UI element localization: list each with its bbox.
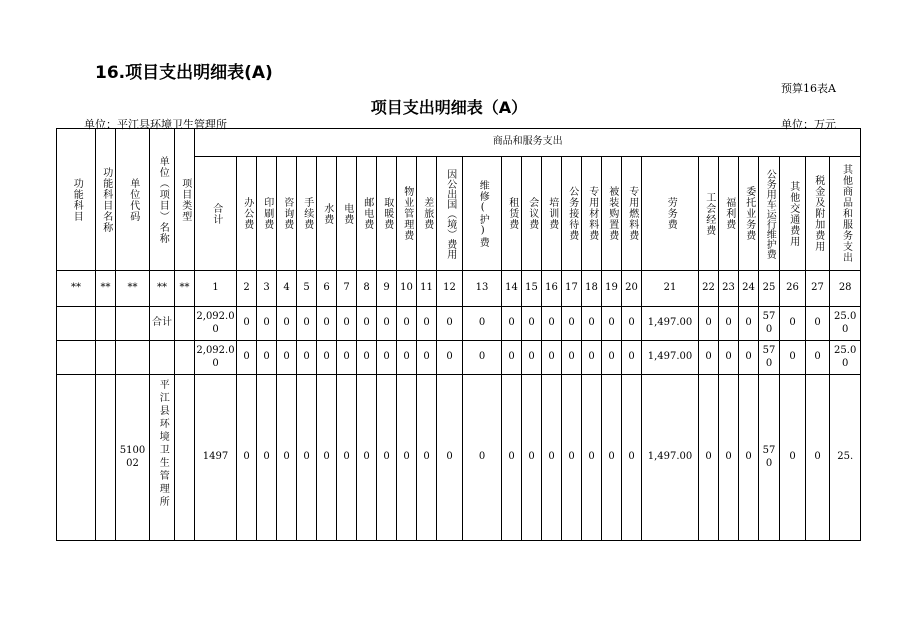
table-cell: 0 (237, 375, 257, 541)
index-cell: 2 (237, 271, 257, 307)
unit-name-cell (150, 341, 175, 375)
index-cell: 18 (582, 271, 602, 307)
table-cell: 25. (830, 375, 861, 541)
index-cell: ** (116, 271, 150, 307)
table-cell: 0 (463, 375, 502, 541)
header-other: 其他商品和服务支出 (830, 157, 861, 271)
table-cell: 0 (437, 341, 463, 375)
table-cell: 0 (463, 307, 502, 341)
table-cell: 0 (699, 307, 719, 341)
table-cell: 0 (237, 307, 257, 341)
table-cell (57, 307, 96, 341)
table-cell: 0 (562, 341, 582, 375)
table-cell: 0 (297, 375, 317, 541)
table-cell: 0 (237, 341, 257, 375)
table-cell: 2,092.00 (195, 307, 237, 341)
expenditure-table (56, 128, 861, 541)
header-welfare: 福利费 (719, 157, 739, 271)
index-cell: 16 (542, 271, 562, 307)
table-cell: 0 (437, 375, 463, 541)
table-cell: 0 (357, 307, 377, 341)
index-cell: 3 (257, 271, 277, 307)
header-goods-services: 商品和服务支出 (195, 129, 861, 157)
unit-name-cell: 合计 (150, 307, 175, 341)
table-cell: 1497 (195, 375, 237, 541)
table-cell (96, 375, 116, 541)
table-cell: 0 (542, 341, 562, 375)
table-cell: 0 (806, 307, 830, 341)
table-cell: 0 (337, 375, 357, 541)
header-materials: 专用材料费 (582, 157, 602, 271)
index-cell: 5 (297, 271, 317, 307)
header-office: 办公费 (237, 157, 257, 271)
table-cell: 0 (257, 375, 277, 541)
table-cell: 0 (739, 341, 759, 375)
table-cell: 0 (699, 375, 719, 541)
header-repair: 维修(护)费 (463, 157, 502, 271)
table-cell: 0 (522, 307, 542, 341)
table-cell: 0 (739, 375, 759, 541)
table-cell: 0 (542, 375, 562, 541)
index-cell: 7 (337, 271, 357, 307)
header-travel: 差旅费 (417, 157, 437, 271)
table-cell: 0 (522, 341, 542, 375)
table-cell: 0 (719, 375, 739, 541)
table-cell: 0 (719, 341, 739, 375)
index-cell: 11 (417, 271, 437, 307)
table-cell: 1,497.00 (642, 307, 699, 341)
table-row (57, 307, 861, 341)
header-handling: 手续费 (297, 157, 317, 271)
table-cell: 0 (377, 307, 397, 341)
header-labor: 劳务费 (642, 157, 699, 271)
table-cell: 0 (397, 341, 417, 375)
table-cell: 0 (317, 375, 337, 541)
header-postal: 邮电费 (357, 157, 377, 271)
table-cell: 0 (562, 307, 582, 341)
header-transport: 其他交通费用 (780, 157, 806, 271)
table-cell: 0 (602, 375, 622, 541)
table-cell (175, 341, 195, 375)
table-cell: 0 (377, 375, 397, 541)
index-cell: ** (96, 271, 116, 307)
table-cell: 0 (622, 341, 642, 375)
table-cell: 0 (582, 341, 602, 375)
unit-name-text: 平江县环境卫生管理所 (157, 379, 169, 509)
table-cell: 0 (582, 375, 602, 541)
header-heating: 取暖费 (377, 157, 397, 271)
table-cell: 25.00 (830, 307, 861, 341)
header-reception: 公务接待费 (562, 157, 582, 271)
section-heading: 16.项目支出明细表(A) (95, 63, 273, 83)
index-cell: 10 (397, 271, 417, 307)
header-electricity: 电费 (337, 157, 357, 271)
table-cell (57, 341, 96, 375)
table-cell: 0 (780, 375, 806, 541)
table-cell: 0 (582, 307, 602, 341)
index-cell: 14 (502, 271, 522, 307)
table-cell: 0 (602, 307, 622, 341)
table-cell: 0 (377, 341, 397, 375)
index-cell: 25 (759, 271, 780, 307)
table-cell: 0 (257, 341, 277, 375)
table-cell: 0 (417, 375, 437, 541)
table-cell (96, 341, 116, 375)
header-abroad: 因公出国（境）费用 (437, 157, 463, 271)
header-tax: 税金及附加费用 (806, 157, 830, 271)
table-cell: 0 (337, 307, 357, 341)
header-union: 工会经费 (699, 157, 719, 271)
index-row (57, 271, 861, 307)
index-cell: 4 (277, 271, 297, 307)
table-cell: 0 (602, 341, 622, 375)
table-cell: 0 (417, 307, 437, 341)
index-cell: 19 (602, 271, 622, 307)
index-cell: 27 (806, 271, 830, 307)
index-cell: ** (150, 271, 175, 307)
index-cell: 22 (699, 271, 719, 307)
table-cell: 0 (357, 375, 377, 541)
table-cell: 0 (502, 375, 522, 541)
header-fuel: 专用燃料费 (622, 157, 642, 271)
header-unit-code: 单位代码 (116, 129, 150, 271)
header-uniform: 被装购置费 (602, 157, 622, 271)
index-cell: 8 (357, 271, 377, 307)
unit-code-cell (116, 307, 150, 341)
table-cell: 0 (277, 375, 297, 541)
table-cell: 0 (317, 341, 337, 375)
header-water: 水费 (317, 157, 337, 271)
table-cell: 0 (437, 307, 463, 341)
table-cell: 0 (502, 341, 522, 375)
table-cell: 0 (357, 341, 377, 375)
header-consulting: 咨询费 (277, 157, 297, 271)
budget-table-number: 预算16表A (781, 82, 836, 95)
table-title: 项目支出明细表（A） (370, 98, 528, 117)
unit-code-cell: 510002 (116, 375, 150, 541)
table-cell: 0 (277, 341, 297, 375)
unit-code-cell (116, 341, 150, 375)
table-cell: 570 (759, 307, 780, 341)
index-cell: 17 (562, 271, 582, 307)
table-cell: 0 (397, 375, 417, 541)
index-cell: 23 (719, 271, 739, 307)
reporting-unit: 单位：平江县环境卫生管理所 (84, 118, 227, 131)
table-cell: 0 (542, 307, 562, 341)
index-cell: 13 (463, 271, 502, 307)
table-cell: 0 (337, 341, 357, 375)
table-cell: 1,497.00 (642, 341, 699, 375)
index-cell: 24 (739, 271, 759, 307)
table-cell: 0 (317, 307, 337, 341)
table-cell: 0 (463, 341, 502, 375)
table-cell: 0 (622, 375, 642, 541)
table-cell (175, 307, 195, 341)
table-cell: 0 (277, 307, 297, 341)
table-cell: 0 (562, 375, 582, 541)
header-unit-project-name: 单位（项目）名称 (150, 129, 175, 271)
table-cell: 0 (719, 307, 739, 341)
unit-name-cell (150, 375, 175, 541)
table-cell: 0 (780, 341, 806, 375)
table-cell (57, 375, 96, 541)
header-func-subject-name: 功能科目名称 (96, 129, 116, 271)
table-cell: 0 (780, 307, 806, 341)
header-project-type: 项目类型 (175, 129, 195, 271)
header-func-subject: 功能科目 (57, 129, 96, 271)
currency-unit: 单位：万元 (781, 118, 836, 131)
table-cell (175, 375, 195, 541)
table-cell: 0 (622, 307, 642, 341)
table-cell: 0 (806, 375, 830, 541)
table-cell: 0 (257, 307, 277, 341)
table-cell: 2,092.00 (195, 341, 237, 375)
table-cell: 0 (739, 307, 759, 341)
table-cell: 1,497.00 (642, 375, 699, 541)
header-printing: 印刷费 (257, 157, 277, 271)
header-total: 合计 (195, 157, 237, 271)
table-row (57, 341, 861, 375)
table-cell: 0 (699, 341, 719, 375)
index-cell: 20 (622, 271, 642, 307)
table-cell: 0 (522, 375, 542, 541)
table-cell: 0 (502, 307, 522, 341)
table-cell: 570 (759, 341, 780, 375)
index-cell: ** (175, 271, 195, 307)
index-cell: 9 (377, 271, 397, 307)
header-vehicle: 公务用车运行维护费 (759, 157, 780, 271)
table-cell: 0 (806, 341, 830, 375)
index-cell: 28 (830, 271, 861, 307)
index-cell: 15 (522, 271, 542, 307)
index-cell: 26 (780, 271, 806, 307)
header-row-group (57, 129, 861, 157)
header-rent: 租赁费 (502, 157, 522, 271)
index-cell: ** (57, 271, 96, 307)
index-cell: 1 (195, 271, 237, 307)
table-cell: 0 (297, 307, 317, 341)
table-cell: 0 (297, 341, 317, 375)
header-meeting: 会议费 (522, 157, 542, 271)
table-row (57, 375, 861, 541)
header-training: 培训费 (542, 157, 562, 271)
table-cell: 0 (417, 341, 437, 375)
table-cell: 25.00 (830, 341, 861, 375)
index-cell: 12 (437, 271, 463, 307)
header-property: 物业管理费 (397, 157, 417, 271)
table-cell: 0 (397, 307, 417, 341)
table-cell (96, 307, 116, 341)
index-cell: 6 (317, 271, 337, 307)
index-cell: 21 (642, 271, 699, 307)
table-cell: 570 (759, 375, 780, 541)
header-entrusted: 委托业务费 (739, 157, 759, 271)
